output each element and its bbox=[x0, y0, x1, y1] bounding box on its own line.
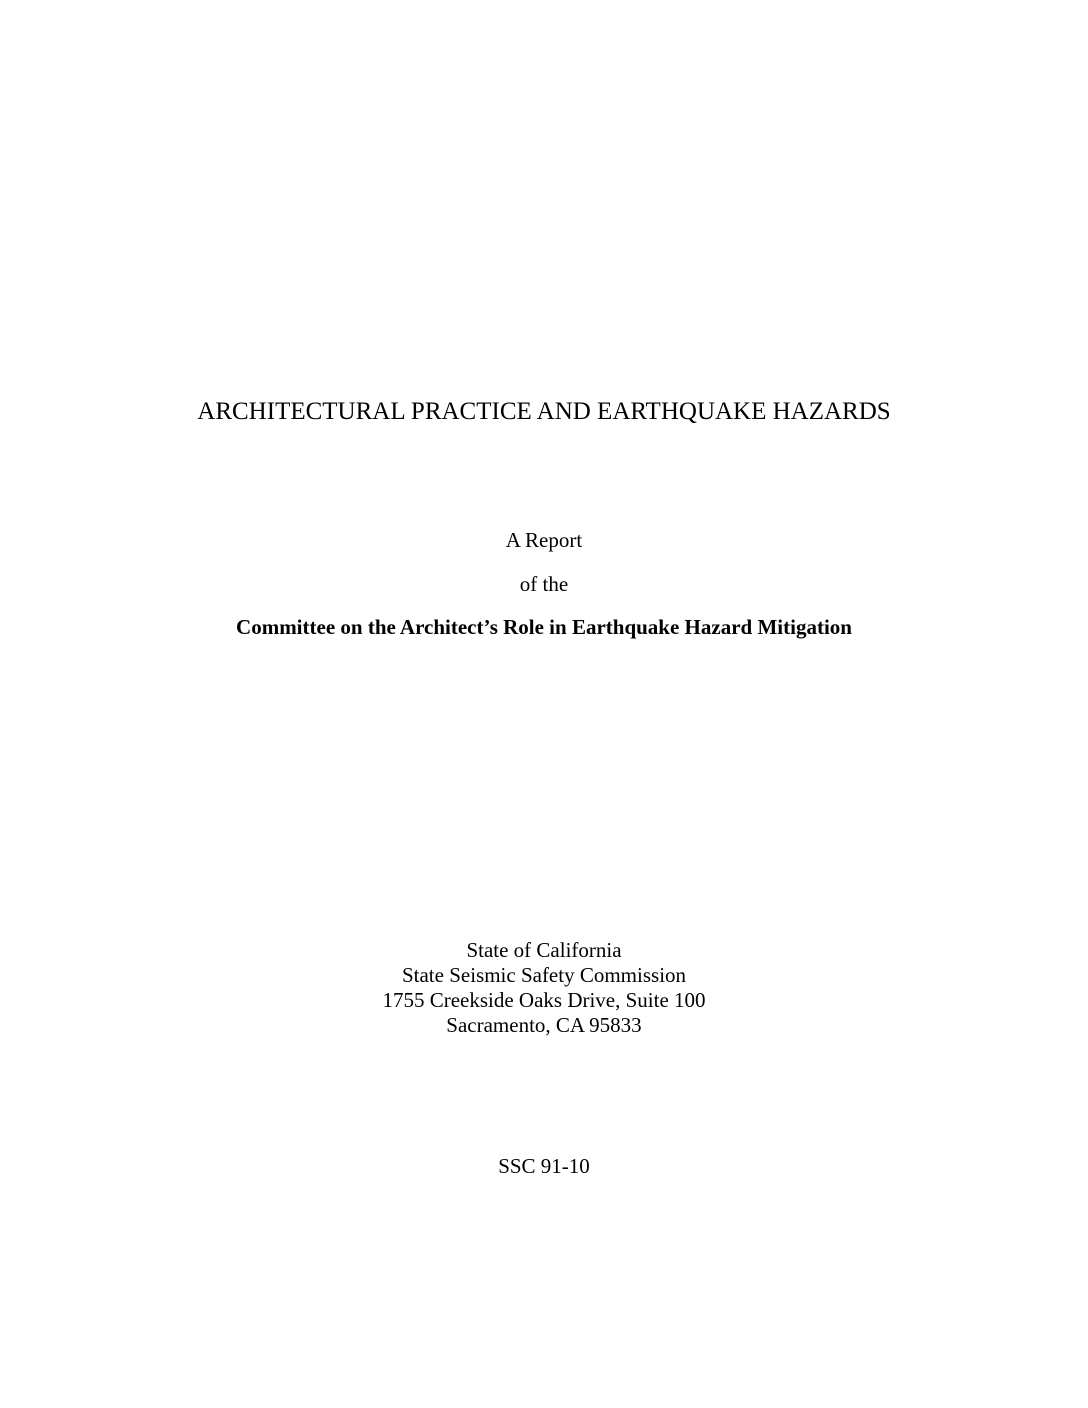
committee-name: Committee on the Architect’s Role in Earthquake Hazard Mitigation bbox=[236, 615, 852, 639]
document-number: SSC 91-10 bbox=[498, 1154, 590, 1178]
report-label: A Report bbox=[505, 528, 583, 552]
address-commission: State Seismic Safety Commission bbox=[401, 963, 687, 987]
address-street: 1755 Creekside Oaks Drive, Suite 100 bbox=[382, 988, 706, 1012]
document-title: ARCHITECTURAL PRACTICE AND EARTHQUAKE HAZARDS bbox=[197, 398, 891, 425]
address-state: State of California bbox=[466, 938, 622, 962]
address-block bbox=[0, 938, 1088, 1038]
address-city: Sacramento, CA 95833 bbox=[446, 1013, 642, 1037]
of-the-text: of the bbox=[519, 572, 569, 596]
